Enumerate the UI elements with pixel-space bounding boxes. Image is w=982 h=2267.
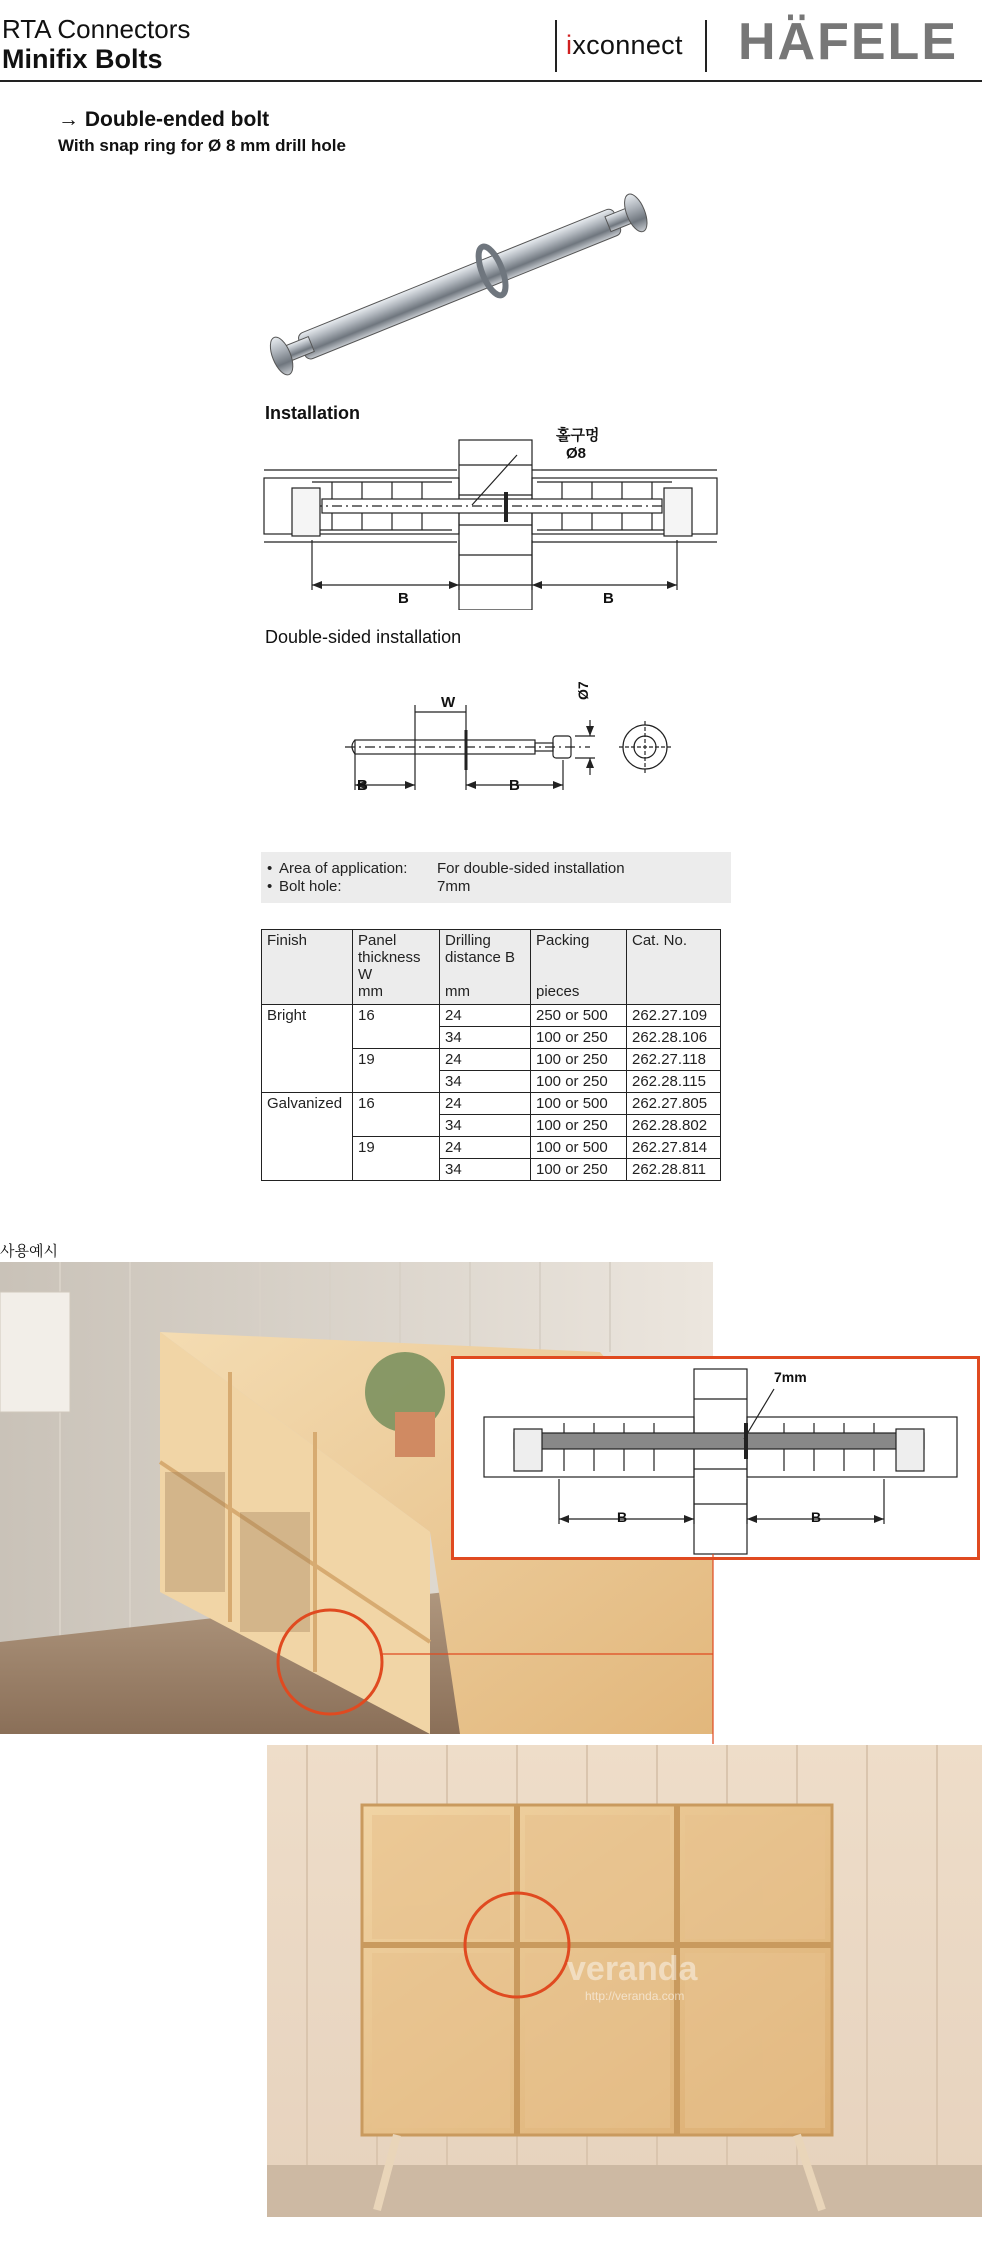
table-row: Galvanized 16 24 100 or 500 262.27.805 <box>262 1093 721 1115</box>
watermark: veranda <box>567 1950 698 1988</box>
col-packing: Packing pieces <box>531 930 627 1005</box>
col-cat-no: Cat. No. <box>627 930 721 1005</box>
inset-diagram <box>451 1356 980 1560</box>
dim-w: W <box>441 694 456 711</box>
watermark-url: http://veranda.com <box>585 1989 685 2003</box>
table-row: 19 24 100 or 250 262.27.118 <box>262 1049 721 1071</box>
dim-b-left: B <box>398 590 409 607</box>
ixconnect-logo: ixconnect <box>566 30 683 60</box>
dim-b-right: B <box>603 590 614 607</box>
spec-box <box>261 852 731 903</box>
bolt-illustration <box>250 190 670 380</box>
table-row: 34 100 or 250 262.28.106 <box>262 1027 721 1049</box>
dim-b-1: B <box>357 777 368 794</box>
table-row: 34 100 or 250 262.28.802 <box>262 1115 721 1137</box>
header-product: Minifix Bolts <box>2 44 163 74</box>
callout-lines <box>380 1554 720 1744</box>
spec-hole-key: Bolt hole: <box>279 878 342 895</box>
bullet: • <box>267 878 273 895</box>
col-panel-thickness: Panel thickness W mm <box>353 930 440 1005</box>
installation-label: Installation <box>265 403 361 423</box>
dim-d7: Ø7 <box>575 681 591 700</box>
double-sided-label: Double-sided installation <box>265 627 462 647</box>
table-row: 19 24 100 or 500 262.27.814 <box>262 1137 721 1159</box>
header-rule <box>0 80 982 82</box>
header-divider <box>555 20 557 72</box>
table-row: Bright 16 24 250 or 500 262.27.109 <box>262 1005 721 1027</box>
inset-dim-7mm: 7mm <box>774 1369 807 1385</box>
inset-dim-b-left: B <box>617 1509 628 1525</box>
table-row: 34 100 or 250 262.28.115 <box>262 1071 721 1093</box>
header-category: RTA Connectors <box>2 14 191 44</box>
product-subtitle: With snap ring for Ø 8 mm drill hole <box>58 136 346 155</box>
spec-area-value: For double-sided installation <box>437 860 625 877</box>
col-drilling-distance: Drilling distance B mm <box>440 930 531 1005</box>
catalog-table <box>261 929 721 1181</box>
spec-hole-value: 7mm <box>437 878 471 895</box>
hole-diameter: Ø8 <box>566 445 587 462</box>
inset-dim-b-right: B <box>811 1509 822 1525</box>
installation-diagram <box>262 410 722 610</box>
usage-label: 사용예시 <box>0 1243 58 1260</box>
usage-photo-2 <box>267 1745 982 2217</box>
hafele-logo: HÄFELE <box>738 13 958 71</box>
table-header-row <box>262 930 721 1005</box>
bullet: • <box>267 860 273 877</box>
hole-label: 홀구멍 <box>556 427 600 444</box>
dim-b-2: B <box>509 777 520 794</box>
col-finish: Finish <box>262 930 353 1005</box>
header-divider <box>705 20 707 72</box>
product-title: → Double-ended bolt <box>58 108 270 131</box>
spec-area-key: Area of application: <box>279 860 408 877</box>
table-row: 34 100 or 250 262.28.811 <box>262 1159 721 1181</box>
